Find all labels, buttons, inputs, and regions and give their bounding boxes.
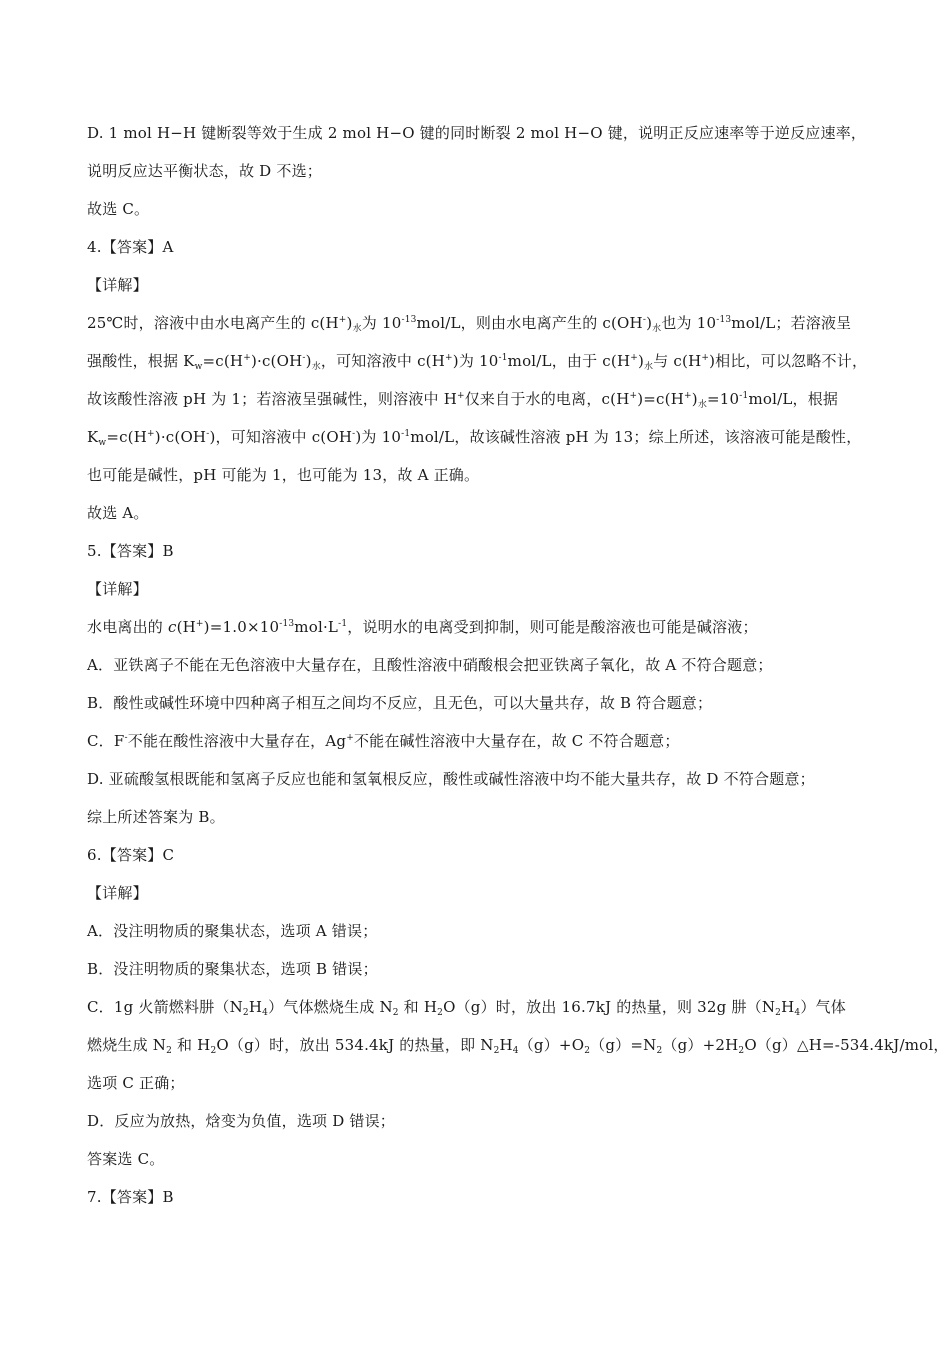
q6-option-d: D．反应为放热，焓变为负值，选项 D 错误； — [87, 1112, 395, 1130]
q5-answer: 5.【答案】B — [87, 542, 174, 560]
q6-option-c-line1: C．1g 火箭燃料肼$(N_2H_4)$气体燃烧生成 $N_2$ 和 $H_2O(g)$时，放出 16.7kJ 的热量，则 32g 肼$(N_2H_4)$气体 — [87, 998, 846, 1018]
q5-option-b: B．酸性或碱性环境中四种离子相互之间均不反应，且无色，可以大量共存，故 B 符合题意； — [87, 694, 713, 712]
q6-answer: 6.【答案】C — [87, 846, 175, 864]
q5-option-a: A．亚铁离子不能在无色溶液中大量存在，且酸性溶液中硝酸根会把亚铁离子氧化，故 A 不符合题意； — [87, 656, 773, 674]
q3-option-d-line1: D. 1 mol H−H 键断裂等效于生成 2 mol H−O 键的同时断裂 2 mol H−O 键，说明正反应速率等于逆反应速率， — [87, 124, 867, 142]
q4-detail-line3: 故该酸性溶液 pH 为 1；若溶液呈强碱性，则溶液中 H+仅来自于水的电离，$c(H^+)=c(H^+)_水=10^{-1}mol/L$，根据 — [87, 390, 839, 410]
q4-detail-line5: 也可能是碱性，pH 可能为 1，也可能为 13，故 A 正确。 — [87, 466, 480, 484]
q6-option-a: A．没注明物质的聚集状态，选项 A 错误； — [87, 922, 378, 940]
q5-detail-intro: 水电离出的 $c(H^+)=1.0\times 10^{-13}mol\cdot L^{-1}$，说明水的电离受到抑制，则可能是酸溶液也可能是碱溶液； — [87, 618, 758, 636]
q6-option-c-line3: 选项 C 正确； — [87, 1074, 185, 1092]
q7-answer: 7.【答案】B — [87, 1188, 174, 1206]
q3-conclusion: 故选 C。 — [87, 200, 150, 218]
q4-answer: 4.【答案】A — [87, 238, 174, 256]
q4-detail-heading: 【详解】 — [87, 276, 148, 294]
q5-summary: 综上所述答案为 B。 — [87, 808, 225, 826]
q4-detail-line1: 25℃时，溶液中由水电离产生的 $c(H^+)_水$为 $10^{-13}mol/L$，则由水电离产生的 $c(OH^-)_水$也为 $10^{-13}mol/L$；若溶液呈 — [87, 314, 852, 334]
q6-option-c-line2: 燃烧生成 $N_2$ 和 $H_2O(g)$时，放出 534.4kJ 的热量，即 $N_2H_4(g)+O_2(g)=N_2(g)+2H_2O(g)\triangle H=-534.4kJ$/mol， — [87, 1036, 949, 1056]
q6-conclusion: 答案选 C。 — [87, 1150, 165, 1168]
q5-option-c: C．F-不能在酸性溶液中大量存在，Ag+不能在碱性溶液中大量存在，故 C 不符合题意； — [87, 732, 680, 750]
q6-option-b: B．没注明物质的聚集状态，选项 B 错误； — [87, 960, 378, 978]
q4-detail-line4: $K_w=c(H^+)\cdot c(OH^-)$，可知溶液中 c(OH-)为 $10^{-1}mol/L$，故该碱性溶液 pH 为 13；综上所述，该溶液可能是酸性， — [87, 428, 862, 448]
q4-detail-line2: 强酸性，根据 $K_w=c(H^+)\cdot c(OH^-)_水$，可知溶液中 c(H+)为 $10^{-1}mol/L$，由于 $c(H^+)_水$与 c(H+)相比，可以忽略不计， — [87, 352, 868, 372]
q5-option-d: D. 亚硫酸氢根既能和氢离子反应也能和氢氧根反应，酸性或碱性溶液中均不能大量共存，故 D 不符合题意； — [87, 770, 815, 788]
q4-conclusion: 故选 A。 — [87, 504, 149, 522]
q3-option-d-line2: 说明反应达平衡状态，故 D 不选； — [87, 162, 322, 180]
q5-detail-heading: 【详解】 — [87, 580, 148, 598]
q6-detail-heading: 【详解】 — [87, 884, 148, 902]
